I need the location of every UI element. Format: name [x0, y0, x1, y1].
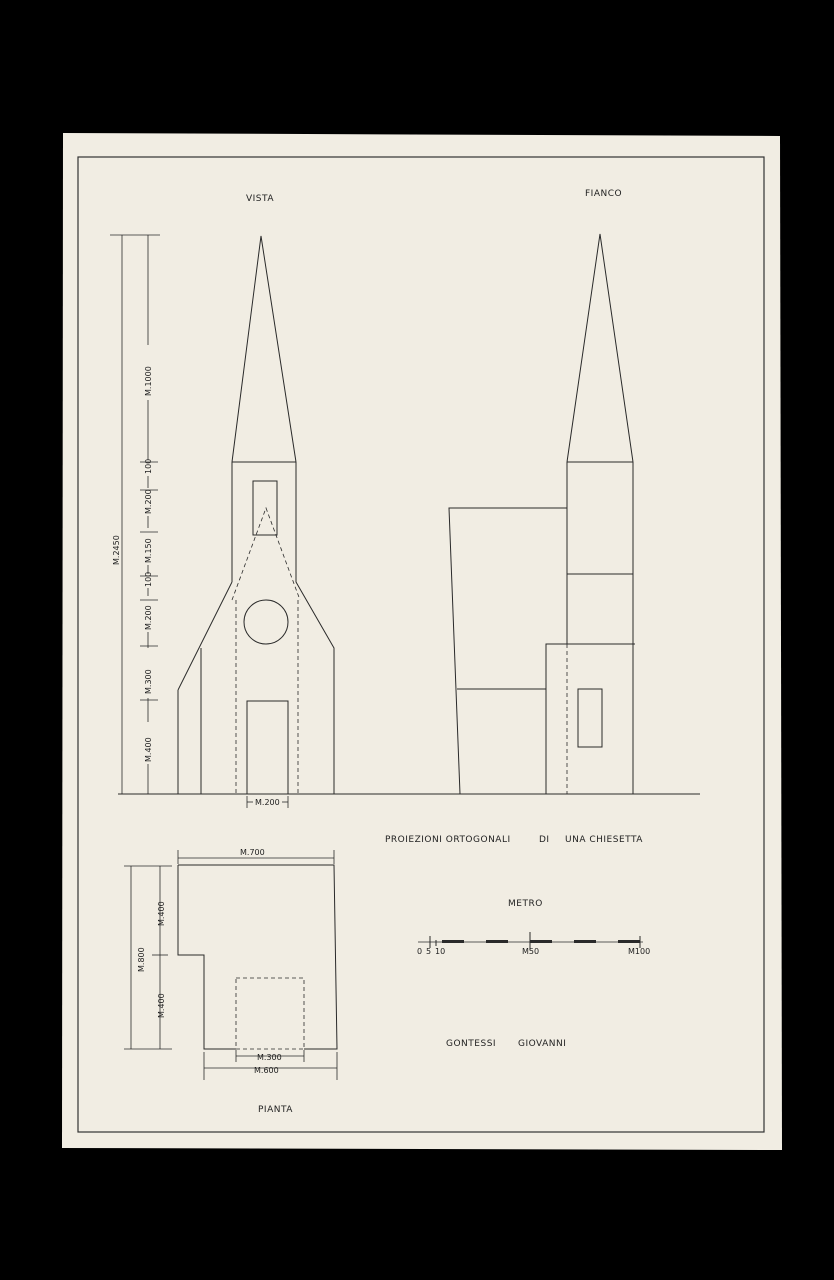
paper-sheet: [62, 133, 782, 1150]
dim-door-width: M.200: [255, 798, 280, 807]
plan-dim-lower-height: M.400: [157, 993, 166, 1018]
plan-dim-top-width: M.700: [240, 848, 265, 857]
dim-segment-7: M.400: [144, 737, 153, 762]
scale-label-0: 0: [417, 947, 423, 956]
drawing-title-part2: DI: [539, 835, 550, 845]
plan-view-title: PIANTA: [258, 1105, 293, 1115]
dim-segment-4: 100: [144, 571, 153, 587]
scale-label-100: M100: [628, 947, 651, 956]
scale-label-50: M50: [522, 947, 540, 956]
plan-dim-total-height: M.800: [137, 947, 146, 972]
plan-dim-door-width: M.300: [257, 1053, 282, 1062]
dim-segment-2: M.200: [144, 489, 153, 514]
dim-total-height: M.2450: [112, 535, 121, 565]
author-surname: GONTESSI: [446, 1039, 497, 1049]
author-name: GIOVANNI: [518, 1039, 567, 1049]
dim-segment-5: M.200: [144, 605, 153, 630]
plan-dim-upper-height: M.400: [157, 901, 166, 926]
front-view-title: VISTA: [246, 194, 274, 204]
scale-label-10: 10: [435, 947, 446, 956]
side-view-title: FIANCO: [585, 189, 623, 199]
dim-segment-1: 100: [144, 458, 153, 474]
drawing-title-part1: PROIEZIONI ORTOGONALI: [385, 835, 511, 845]
scale-bar-title: METRO: [508, 899, 543, 909]
plan-dim-bottom-width: M.600: [254, 1066, 279, 1075]
dim-spire-height: M.1000: [144, 366, 153, 396]
dim-segment-3: M.150: [144, 538, 153, 563]
drawing-title-part3: UNA CHIESETTA: [565, 835, 643, 845]
scale-label-5: 5: [426, 947, 432, 956]
dim-segment-6: M.300: [144, 669, 153, 694]
